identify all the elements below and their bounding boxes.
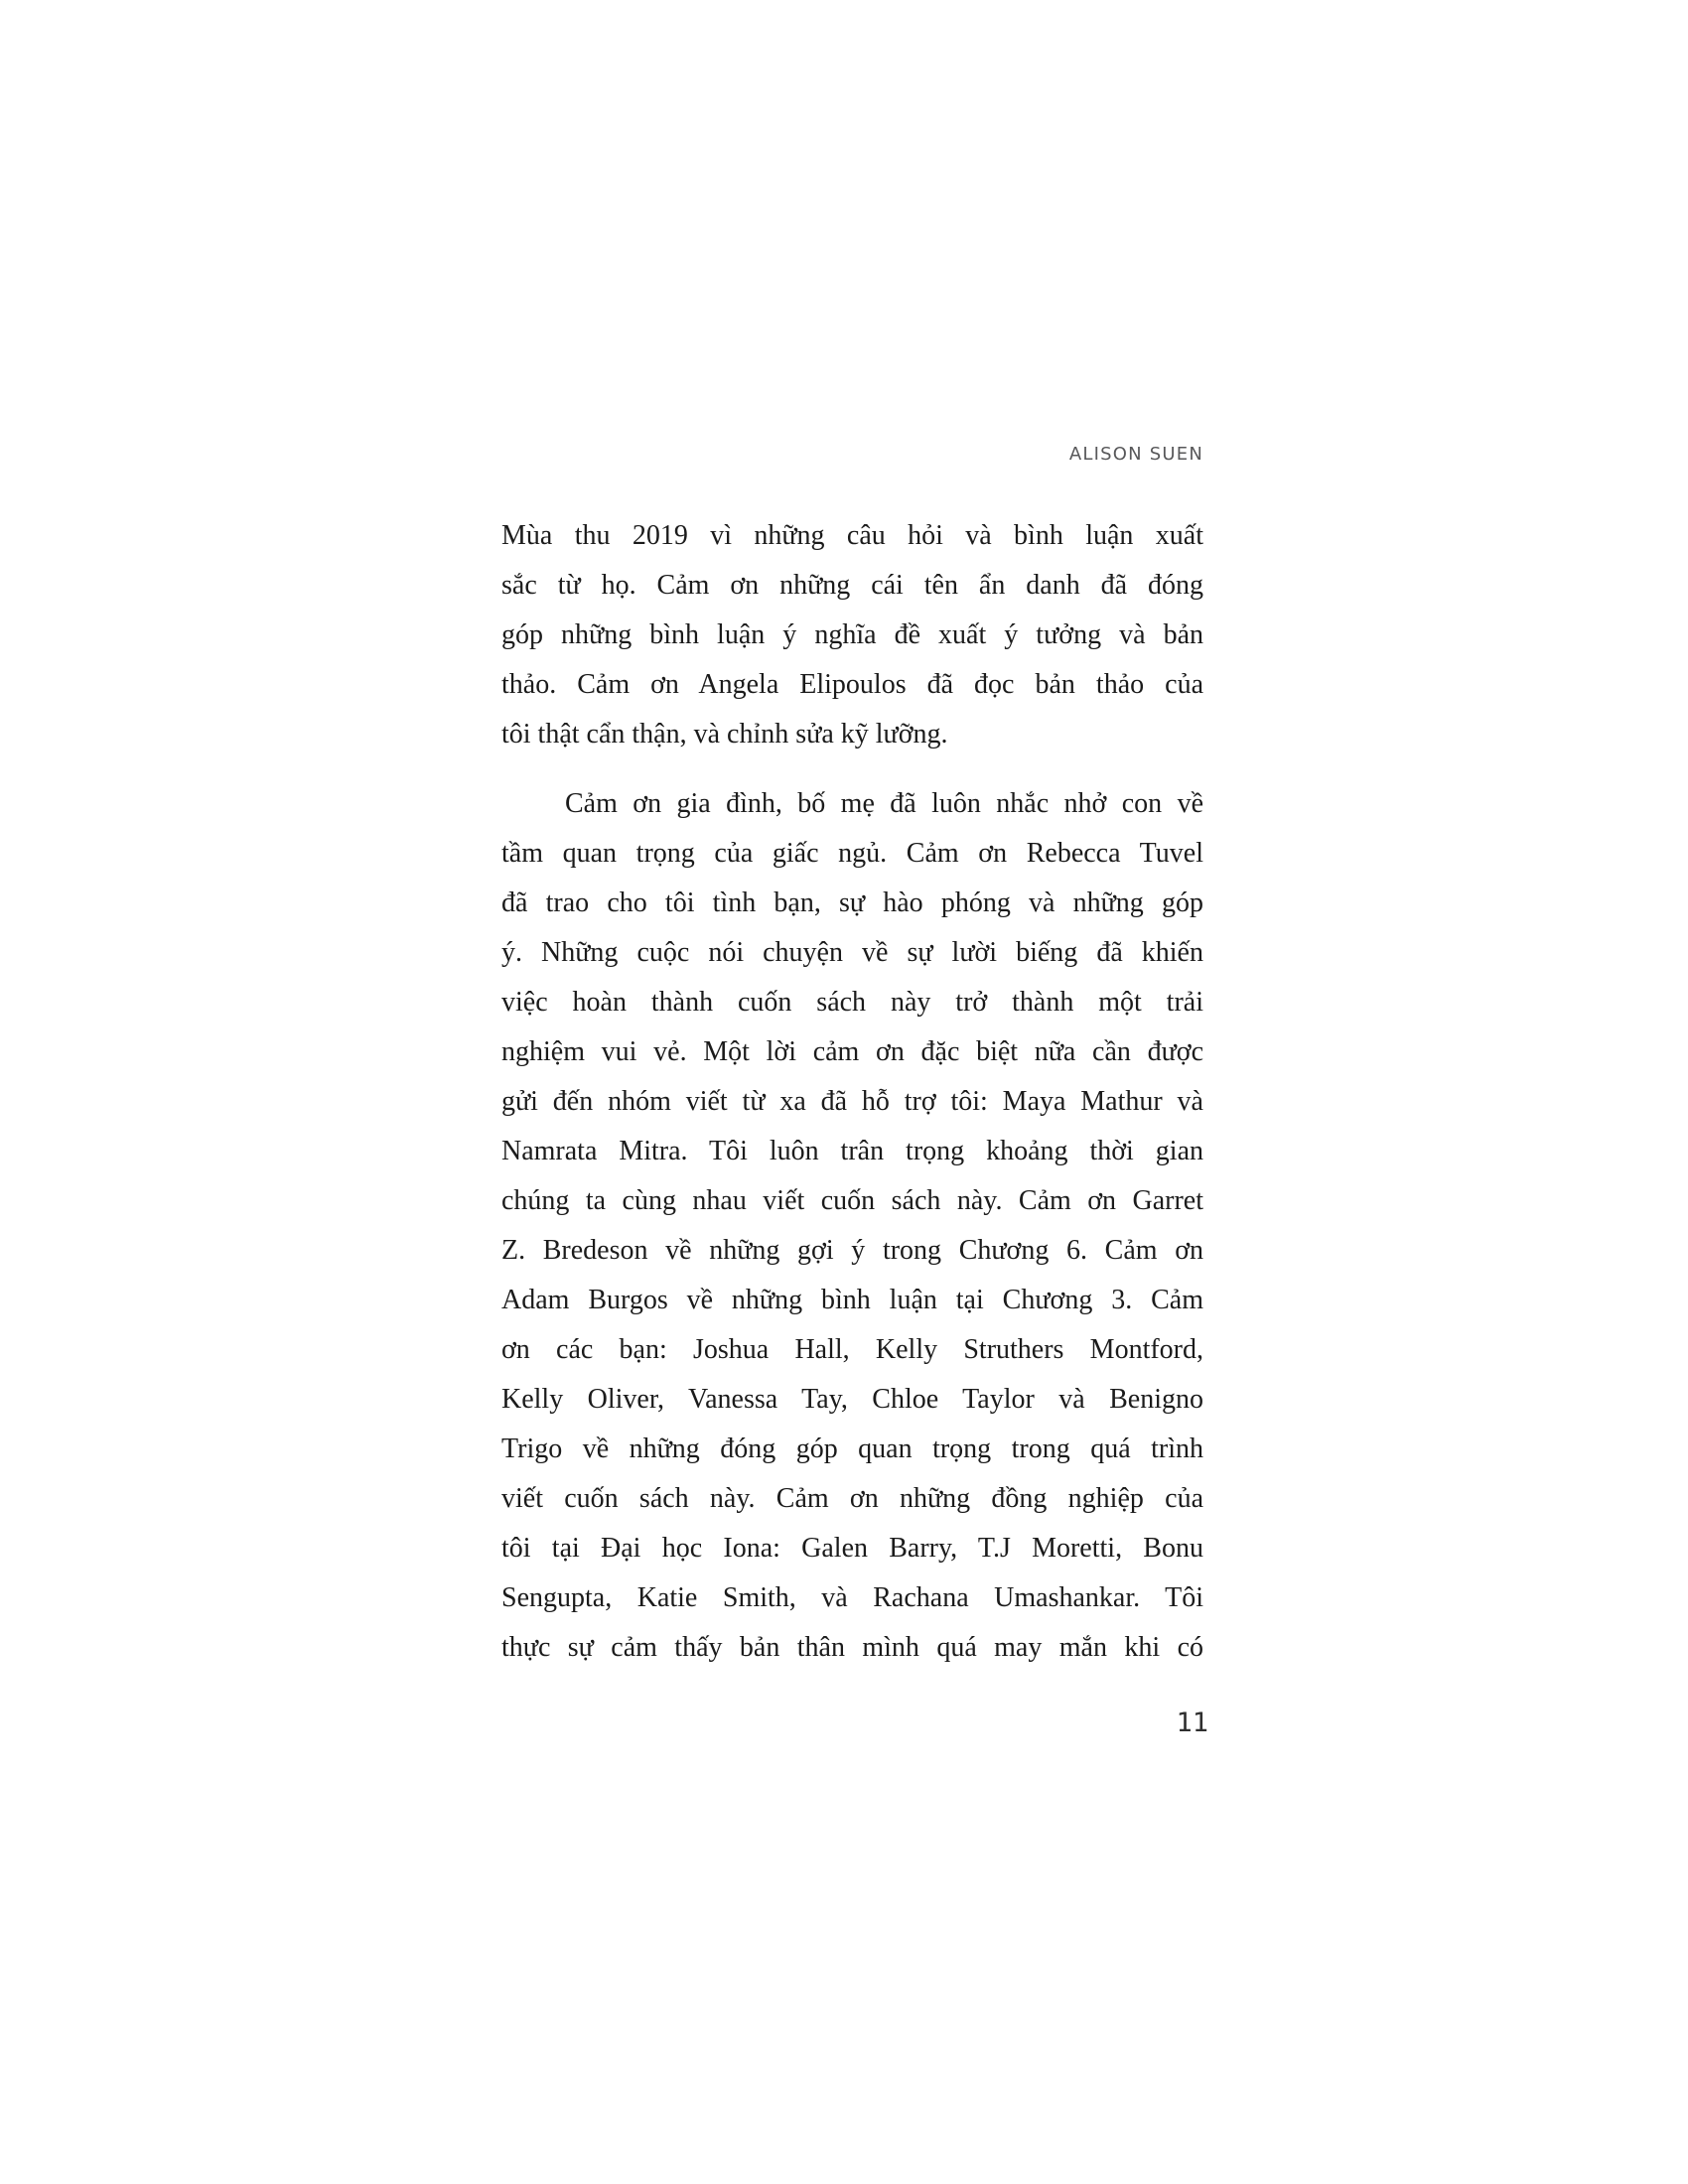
text-line: Kelly Oliver, Vanessa Tay, Chloe Taylor và Benigno — [501, 1384, 1203, 1415]
text-line: đã trao cho tôi tình bạn, sự hào phóng và những góp — [501, 887, 1203, 918]
text-line: ý. Những cuộc nói chuyện về sự lười biếng đã khiến — [501, 937, 1203, 968]
text-line: thực sự cảm thấy bản thân mình quá may mắn khi có — [501, 1632, 1203, 1663]
text-line: chúng ta cùng nhau viết cuốn sách này. Cảm ơn Garret — [501, 1185, 1203, 1216]
text-line: nghiệm vui vẻ. Một lời cảm ơn đặc biệt nữa cần được — [501, 1036, 1203, 1067]
paragraph — [501, 511, 1203, 759]
body-text — [501, 511, 1203, 1673]
text-line: ơn các bạn: Joshua Hall, Kelly Struthers Montford, — [501, 1334, 1203, 1365]
text-line: Cảm ơn gia đình, bố mẹ đã luôn nhắc nhở con về — [565, 788, 1203, 819]
text-line: viết cuốn sách này. Cảm ơn những đồng nghiệp của — [501, 1483, 1203, 1514]
text-line: Z. Bredeson về những gợi ý trong Chương 6. Cảm ơn — [501, 1235, 1203, 1266]
text-line: tôi tại Đại học Iona: Galen Barry, T.J Moretti, Bonu — [501, 1533, 1203, 1564]
author-name: ALISON SUEN — [1068, 444, 1203, 465]
text-line: góp những bình luận ý nghĩa đề xuất ý tưởng và bản — [501, 619, 1203, 650]
text-line: Namrata Mitra. Tôi luôn trân trọng khoảng thời gian — [501, 1136, 1203, 1166]
text-line: tầm quan trọng của giấc ngủ. Cảm ơn Rebecca Tuvel — [501, 838, 1203, 869]
text-line: gửi đến nhóm viết từ xa đã hỗ trợ tôi: Maya Mathur và — [501, 1086, 1203, 1117]
text-line: sắc từ họ. Cảm ơn những cái tên ẩn danh đã đóng — [501, 570, 1203, 601]
text-line: Trigo về những đóng góp quan trọng trong quá trình — [501, 1433, 1203, 1464]
text-line: tôi thật cẩn thận, và chỉnh sửa kỹ lưỡng. — [501, 719, 948, 750]
running-header — [501, 446, 1203, 464]
text-line: Adam Burgos về những bình luận tại Chương 3. Cảm — [501, 1285, 1203, 1315]
text-line: Sengupta, Katie Smith, và Rachana Umashankar. Tôi — [501, 1582, 1203, 1613]
page-number: 11 — [1176, 1707, 1208, 1738]
text-line: Mùa thu 2019 vì những câu hỏi và bình luận xuất — [501, 520, 1203, 551]
paragraph — [501, 779, 1203, 1673]
text-line: thảo. Cảm ơn Angela Elipoulos đã đọc bản thảo của — [501, 669, 1203, 700]
text-line: việc hoàn thành cuốn sách này trở thành một trải — [501, 987, 1203, 1018]
